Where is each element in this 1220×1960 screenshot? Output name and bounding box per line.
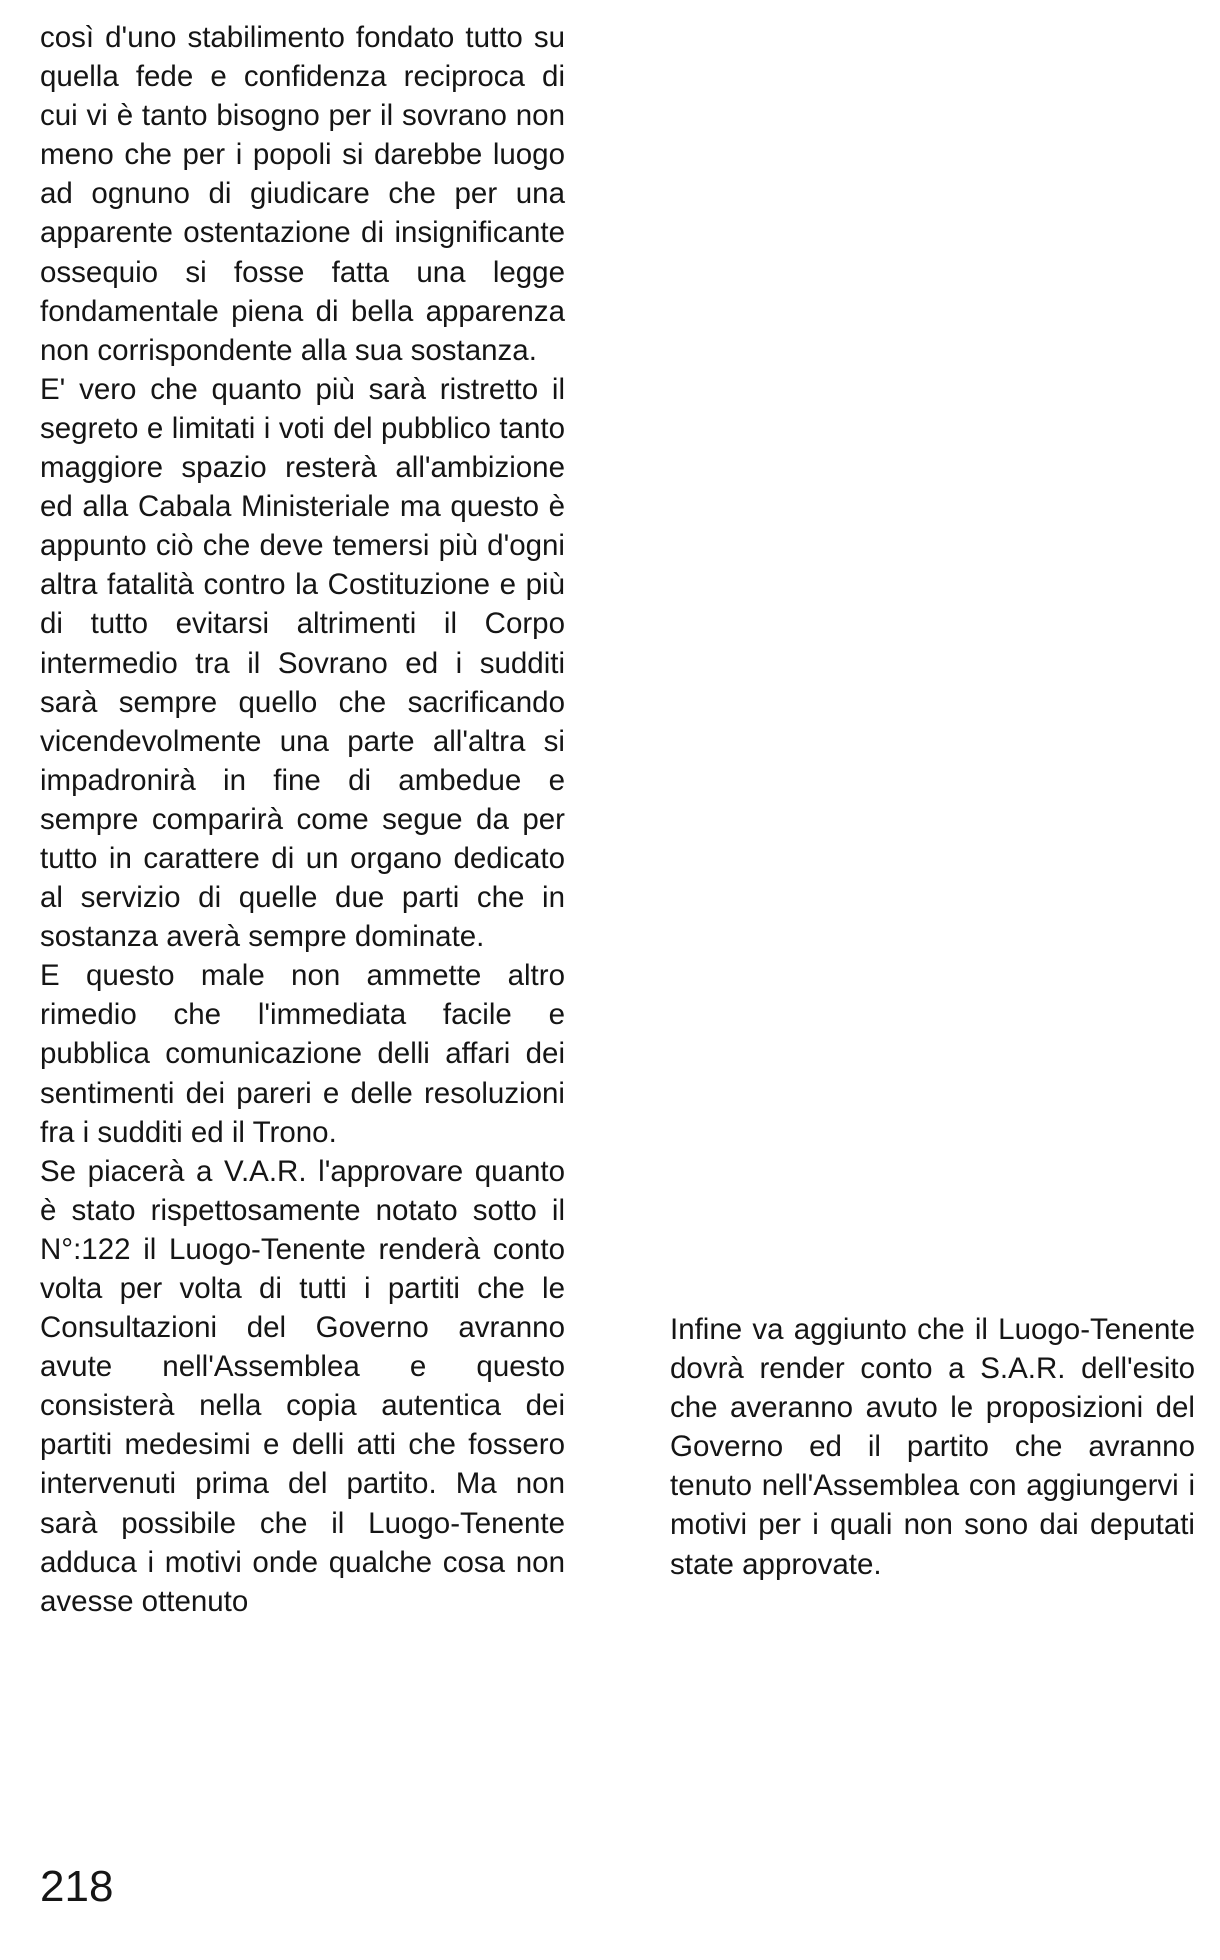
- right-text-column: [670, 1310, 1195, 1584]
- paragraph-2: E' vero che quanto più sarà ristretto il segreto e limitati i voti del pubblico tanto maggiore spazio resterà all'ambizione ed alla Cabala Ministeriale ma questo è appunto ciò che deve temersi più d'ogni altra fatalità contro la Costituzione e più di tutto evitarsi altrimenti il Corpo intermedio tra il Sovrano ed i sudditi sarà sempre quello che sacrificando vicendevolmente una parte all'altra si impadronirà in fine di ambedue e sempre comparirà come segue da per tutto in carattere di un organo dedicato al servizio di quelle due parti che in sostanza averà sempre dominate.: [40, 372, 565, 954]
- left-text-column: [40, 18, 565, 1621]
- paragraph-4: Se piacerà a V.A.R. l'approvare quanto è stato rispettosamente notato sotto il N°:122 il Luogo-Tenente renderà conto volta per volta di tutti i partiti che le Consultazioni del Governo avranno avute nell'Assemblea e questo consisterà nella copia autentica dei partiti medesimi e delli atti che fossero intervenuti prima del partito. Ma non sarà possibile che il Luogo-Tenente adduca i motivi onde qualche cosa non avesse ottenuto: [40, 1154, 565, 1618]
- paragraph-3: E questo male non ammette altro rimedio che l'immediata facile e pubblica comunicazione delli affari dei sentimenti dei pareri e delle resoluzioni fra i sudditi ed il Trono.: [40, 959, 565, 1149]
- page-number: 218: [40, 1862, 114, 1911]
- paragraph-1: così d'uno stabilimento fondato tutto su quella fede e confidenza reciproca di cui vi è tanto bisogno per il sovrano non meno che per i popoli si darebbe luogo ad ognuno di giudicare che per una apparente ostentazione di insignificante ossequio si fosse fatta una legge fondamentale piena di bella apparenza non corrispondente alla sua sostanza.: [40, 21, 565, 367]
- paragraph-right-1: Infine va aggiunto che il Luogo-Tenente dovrà render conto a S.A.R. dell'esito che averanno avuto le proposizioni del Governo ed il partito che avranno tenuto nell'Assemblea con aggiungervi i motivi per i quali non sono dai deputati state approvate.: [670, 1313, 1195, 1581]
